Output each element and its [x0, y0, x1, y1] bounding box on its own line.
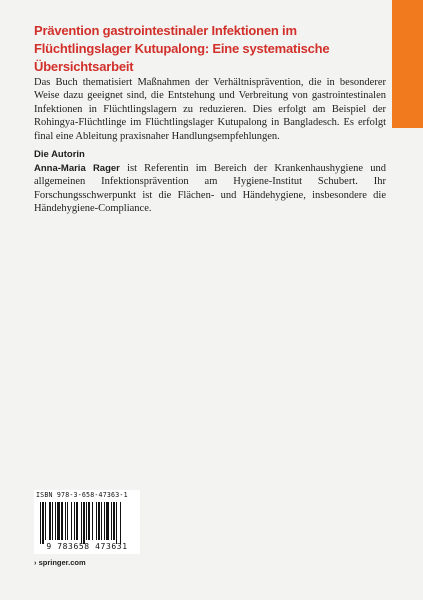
barcode-digits: 9 783658 473631 — [46, 542, 128, 551]
author-bio-paragraph — [34, 162, 386, 216]
isbn-barcode — [34, 490, 140, 554]
author-name: Anna-Maria Rager — [34, 163, 120, 174]
author-bio: ist Referentin im Bereich der Krankenhaushygiene und allgemeinen Infektionsprävention am Hygiene-Institut Schubert. Ihr Forschungsschwerpunkt ist die Flächen- und Händehygiene, insbesondere die Händehygiene-Compliance. — [34, 163, 386, 215]
barcode-icon — [40, 502, 136, 544]
book-title: Prävention gastrointestinaler Infektionen im Flüchtlingslager Kutupalong: Eine systematische Übersichtsarbeit — [34, 23, 330, 74]
book-description: Das Buch thematisiert Maßnahmen der Verhältnisprävention, die in besonderer Weise dazu geeignet sind, die Entstehung und Verbreitung von gastrointestinalen Infektionen in Flüchtlingslagern zu reduzieren. Dies erfolgt am Beispiel der Rohingya-Flüchtlinge im Flüchtlingslager Kutupalong in Bangladesch. Es erfolgt final eine Ableitung praxisnaher Handlungsempfehlungen. — [34, 77, 386, 142]
orange-accent-bar — [392, 0, 423, 128]
author-heading: Die Autorin — [34, 149, 85, 160]
publisher-url[interactable]: › springer.com — [34, 558, 86, 567]
isbn-number: ISBN 978-3-658-47363-1 — [36, 491, 128, 499]
